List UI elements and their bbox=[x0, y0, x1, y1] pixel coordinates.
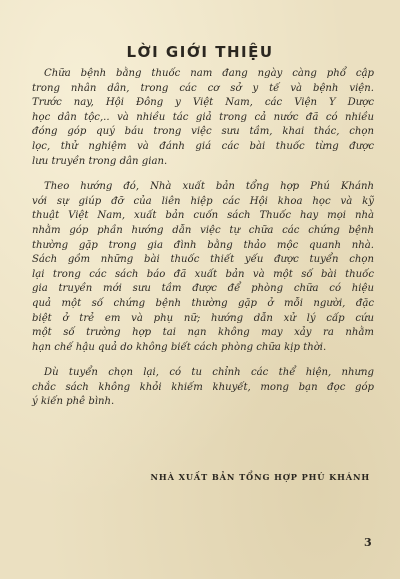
page-number: 3 bbox=[364, 536, 372, 549]
text-line: lại trong các sách báo đã xuất bản và một số bài thuốc bbox=[32, 268, 374, 280]
text-line: biệt ở trẻ em và phụ nữ; hướng dẫn xử lý cấp cứu bbox=[32, 312, 374, 324]
paragraph-3 bbox=[32, 366, 374, 410]
text-line: ý kiến phê bình. bbox=[32, 396, 115, 408]
text-line: một số trường hợp tai nạn không may xảy ra nhằm bbox=[32, 327, 374, 339]
text-line: hạn chế hậu quả do không biết cách phòng chữa kịp thời. bbox=[32, 341, 327, 353]
text-line: quả một số chứng bệnh thường gặp ở mỗi người, đặc bbox=[32, 297, 374, 309]
text-line: Dù tuyển chọn lại, có tu chỉnh các thể hiện, nhưng bbox=[44, 367, 374, 379]
text-line: Trước nay, Hội Đông y Việt Nam, các Viện Y Dược bbox=[32, 97, 374, 109]
text-line: với sự giúp đỡ của liên hiệp các Hội khoa học và kỹ bbox=[32, 195, 374, 207]
text-line: đóng góp quý báu trong việc sưu tầm, khai thác, chọn bbox=[32, 126, 374, 138]
page-heading: LỜI GIỚI THIỆU bbox=[126, 43, 274, 61]
text-line: trong nhân dân, trong các cơ sở y tế và bệnh viện. bbox=[32, 82, 374, 94]
text-line: thường gặp trong gia đình bằng thảo mộc quanh nhà. bbox=[32, 239, 374, 251]
paragraph-2 bbox=[32, 180, 374, 355]
publisher-signature: NHÀ XUẤT BẢN TỔNG HỢP PHÚ KHÁNH bbox=[150, 472, 370, 482]
text-line: lọc, thử nghiệm và đánh giá các bài thuốc từng được bbox=[32, 140, 374, 152]
text-line: lưu truyền trong dân gian. bbox=[32, 155, 168, 167]
text-line: Sách gồm những bài thuốc thiết yếu được tuyển chọn bbox=[32, 254, 374, 266]
text-line: học dân tộc,.. và nhiều tác giả trong cả nước đã có nhiều bbox=[32, 111, 374, 123]
text-line: nhằm góp phần hướng dẫn việc tự chữa các chứng bệnh bbox=[32, 224, 374, 236]
paragraph-1 bbox=[32, 67, 374, 169]
text-line: chắc sách không khỏi khiếm khuyết, mong bạn đọc góp bbox=[32, 381, 374, 393]
text-line: Theo hướng đó, Nhà xuất bản tổng hợp Phú Khánh bbox=[44, 181, 374, 193]
text-line: gia truyền mới sưu tầm được để phòng chữa có hiệu bbox=[32, 283, 374, 295]
introduction-body bbox=[32, 67, 374, 421]
text-line: thuật Việt Nam, xuất bản cuốn sách Thuốc hay mọi nhà bbox=[32, 210, 374, 222]
text-line: Chữa bệnh bằng thuốc nam đang ngày càng phổ cập bbox=[44, 68, 374, 79]
